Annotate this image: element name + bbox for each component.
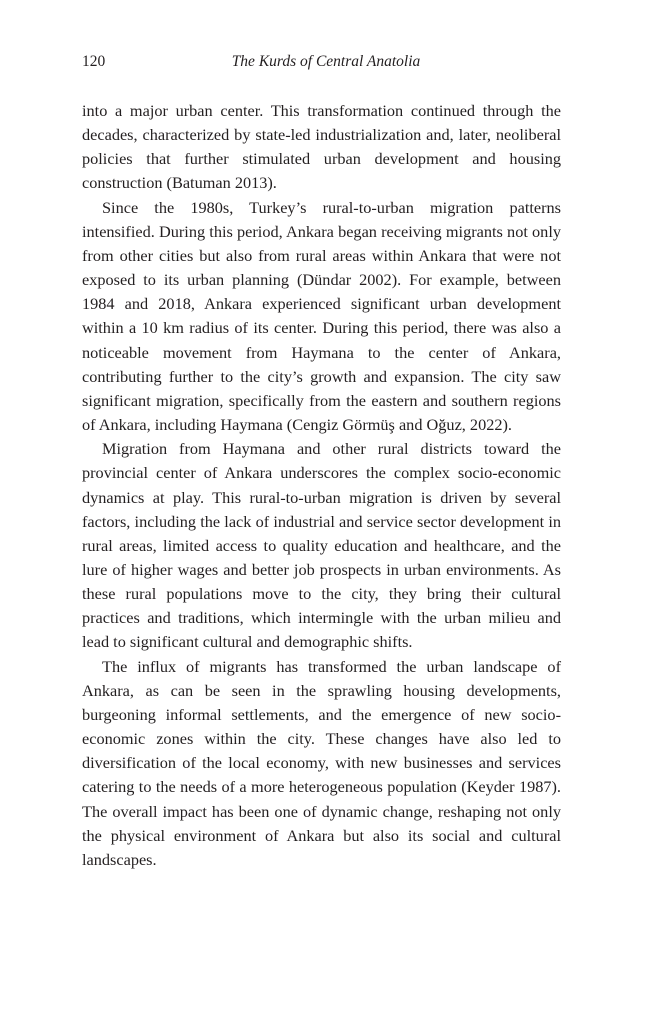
running-head bbox=[82, 51, 562, 73]
body-text bbox=[82, 99, 561, 872]
running-title: The Kurds of Central Anatolia bbox=[231, 53, 421, 70]
paragraph: Since the 1980s, Turkey’s rural-to-urban migration patterns intensified. During this period, Ankara began receiving migrants not only from other cities but also from rural areas within Ankara that were not exposed to its urban planning (Dündar 2002). For example, between 1984 and 2018, Ankara experienced significant urban development within a 10 km radius of its center. During this period, there was also a noticeable movement from Haymana to the center of Ankara, contributing further to the city’s growth and expansion. The city saw significant migration, specifically from the eastern and southern regions of Ankara, including Haymana (Cengiz Görmüş and Oğuz, 2022). bbox=[82, 197, 561, 435]
paragraph: The influx of migrants has transformed the urban landscape of Ankara, as can be seen in the sprawling housing developments, burgeoning informal settlements, and the emergence of new socio-economic zones within the city. These changes have also led to diversification of the local economy, with new businesses and services catering to the needs of a more heterogeneous population (Keyder 1987). The overall impact has been one of dynamic change, reshaping not only the physical environment of Ankara but also its social and cultural landscapes. bbox=[82, 656, 561, 869]
paragraph-continued: into a major urban center. This transformation continued through the decades, characterized by state-led industrialization and, later, neoliberal policies that further stimulated urban development and housing construction (Batuman 2013). bbox=[82, 101, 561, 193]
paragraph: Migration from Haymana and other rural districts toward the provincial center of Ankara underscores the complex socio-economic dynamics at play. This rural-to-urban migration is driven by several factors, including the lack of industrial and service sector development in rural areas, limited access to quality education and healthcare, and the lure of higher wages and better job prospects in urban environments. As these rural populations move to the city, they bring their cultural practices and traditions, which intermingle with the urban milieu and lead to significant cultural and demographic shifts. bbox=[82, 439, 561, 652]
page-number: 120 bbox=[82, 53, 106, 70]
